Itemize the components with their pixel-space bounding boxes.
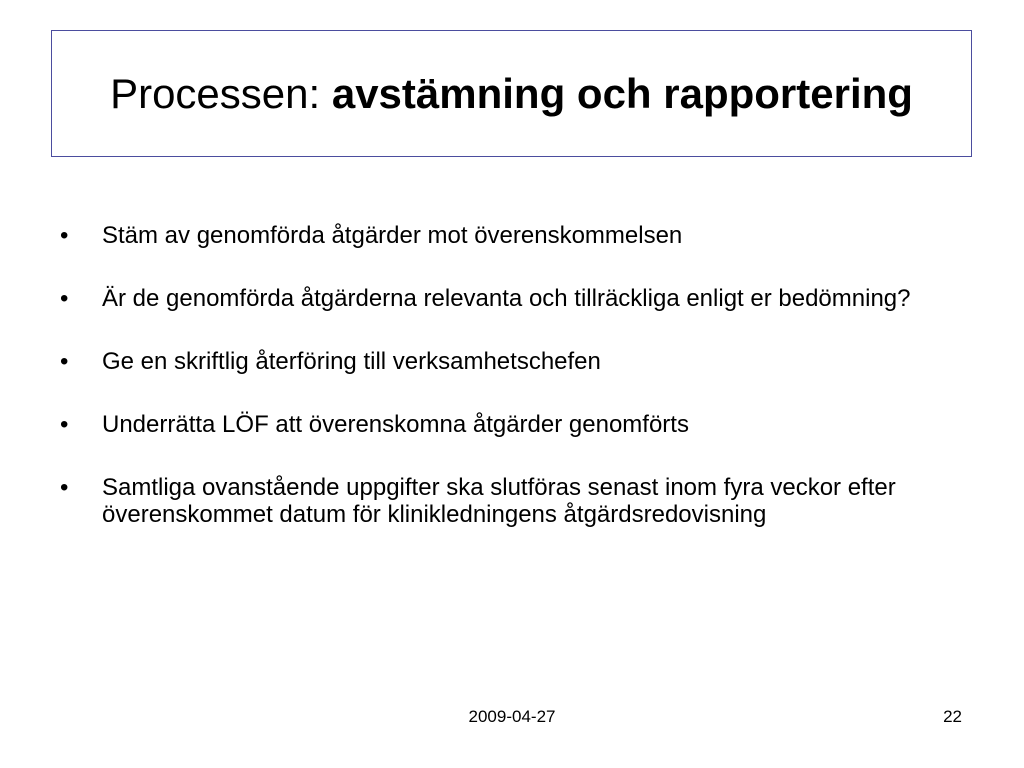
bullet-text: Underrätta LÖF att överenskomna åtgärder genomförts bbox=[102, 411, 689, 438]
bullet-marker: • bbox=[60, 411, 69, 438]
bullet-text: Är de genomförda åtgärderna relevanta och tillräckliga enligt er bedömning? bbox=[102, 285, 911, 312]
bullet-item bbox=[60, 474, 940, 528]
bullet-text: Samtliga ovanstående uppgifter ska slutföras senast inom fyra veckor efter överenskommet datum för klinikledningens åtgärdsredovisning bbox=[102, 474, 896, 528]
bullet-list bbox=[60, 222, 940, 564]
page-number: 22 bbox=[943, 707, 962, 726]
bullet-marker: • bbox=[60, 222, 69, 249]
bullet-text: Ge en skriftlig återföring till verksamhetschefen bbox=[102, 348, 601, 375]
bullet-marker: • bbox=[60, 348, 69, 375]
title-bold-text: avstämning och rapportering bbox=[331, 69, 913, 117]
bullet-item bbox=[60, 222, 940, 249]
bullet-marker: • bbox=[60, 474, 69, 501]
title-prefix: Processen: bbox=[110, 69, 332, 117]
footer-date: 2009-04-27 bbox=[468, 707, 556, 726]
bullet-item bbox=[60, 285, 940, 312]
bullet-text: Stäm av genomförda åtgärder mot överenskommelsen bbox=[102, 222, 683, 249]
bullet-marker: • bbox=[60, 285, 69, 312]
slide-title bbox=[110, 69, 913, 117]
title-box bbox=[51, 30, 972, 157]
bullet-item bbox=[60, 348, 940, 375]
bullet-item bbox=[60, 411, 940, 438]
